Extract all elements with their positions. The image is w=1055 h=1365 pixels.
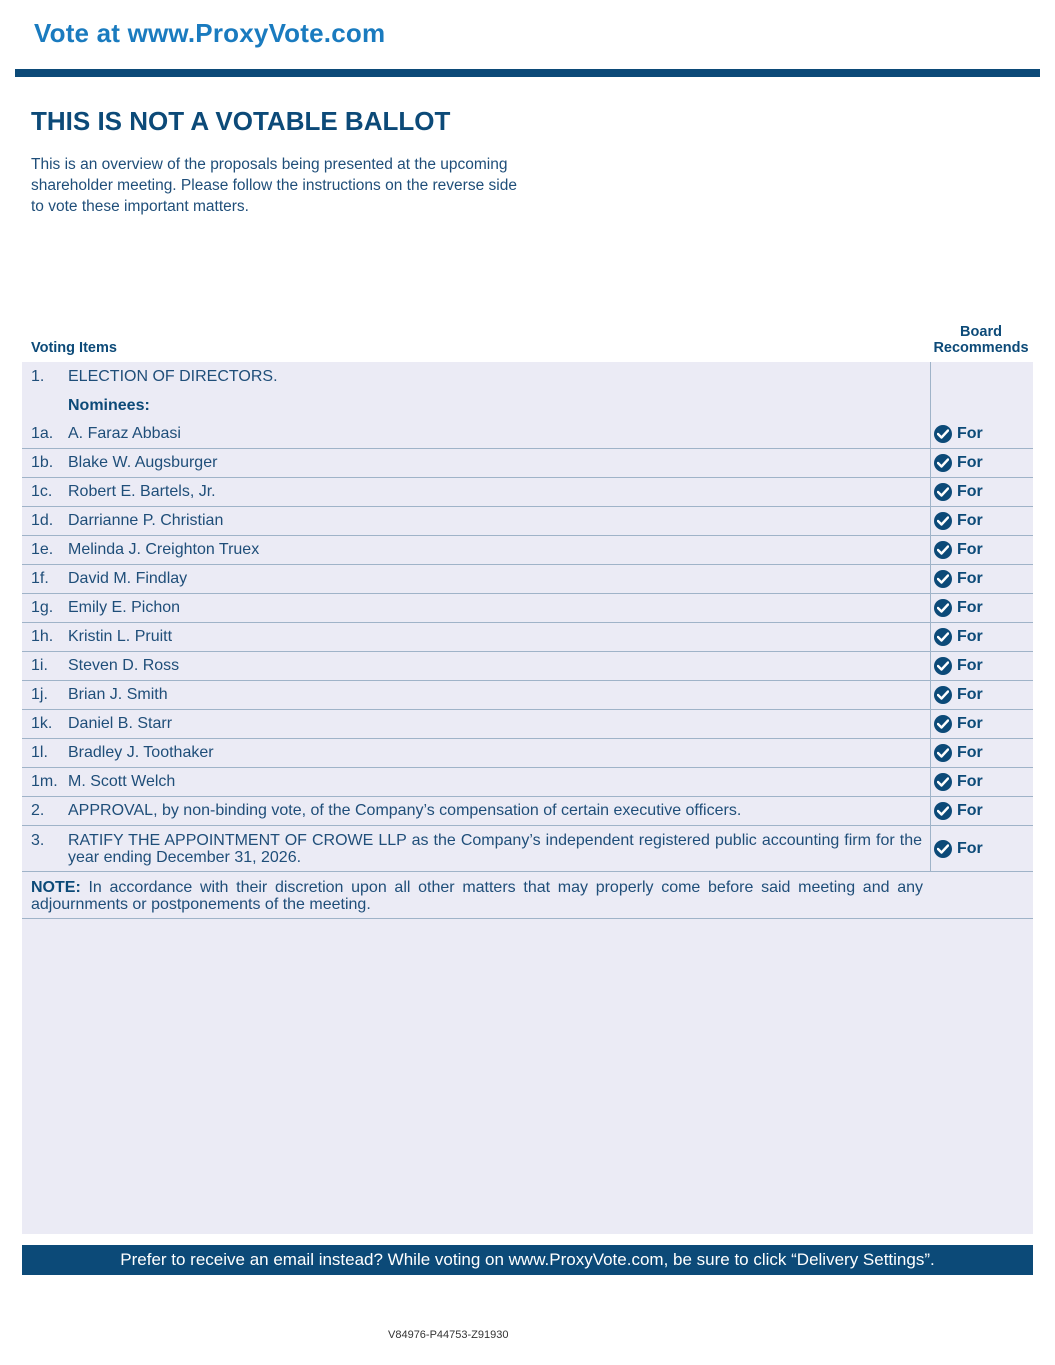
- proposal-number: 1.: [31, 367, 45, 385]
- nominee-row: [22, 565, 1033, 594]
- check-circle-icon: [934, 425, 952, 443]
- board-recommendation: [930, 773, 983, 791]
- nominee-number: 1l.: [31, 744, 48, 761]
- proposal-text: APPROVAL, by non-binding vote, of the Company’s compensation of certain executive officers.: [68, 802, 742, 819]
- nominee-row: [22, 652, 1033, 681]
- intro-text: This is an overview of the proposals being presented at the upcoming shareholder meeting. Please follow the instructions on the reverse side to vote these important matters.: [31, 156, 517, 215]
- board-recommends-header: [930, 324, 1032, 356]
- page-title: THIS IS NOT A VOTABLE BALLOT: [31, 106, 451, 136]
- check-circle-icon: [934, 541, 952, 559]
- nominees-label: Nominees:: [68, 396, 150, 414]
- voting-items-header: Voting Items: [31, 340, 117, 356]
- board-header-line1: Board: [960, 324, 1002, 340]
- check-circle-icon: [934, 802, 952, 820]
- board-recommendation: [930, 840, 983, 858]
- nominee-name: Brian J. Smith: [68, 686, 168, 703]
- nominee-number: 1d.: [31, 512, 54, 529]
- check-circle-icon: [934, 686, 952, 704]
- note-text: In accordance with their discretion upon all other matters that may properly come before said meeting and any adjournments or postponements of the meeting.: [31, 879, 923, 913]
- recommendation-label: For: [957, 773, 983, 790]
- recommendation-label: For: [957, 657, 983, 674]
- proposal-3-row: [22, 826, 1033, 872]
- nominee-name: Daniel B. Starr: [68, 715, 173, 732]
- recommendation-label: For: [957, 744, 983, 761]
- board-recommendation: [930, 570, 983, 588]
- nominee-number: 1a.: [31, 425, 54, 442]
- check-circle-icon: [934, 628, 952, 646]
- recommendation-label: For: [957, 839, 983, 857]
- nominee-row: [22, 420, 1033, 449]
- board-header-line2: Recommends: [933, 340, 1029, 356]
- nominee-name: David M. Findlay: [68, 570, 188, 587]
- proposal-1-row: [22, 362, 1033, 391]
- check-circle-icon: [934, 483, 952, 501]
- nominee-number: 1h.: [31, 628, 54, 645]
- nominee-number: 1c.: [31, 483, 53, 500]
- nominee-number: 1g.: [31, 599, 54, 616]
- board-recommendation: [930, 802, 983, 820]
- nominee-name: Darrianne P. Christian: [68, 512, 224, 529]
- board-recommendation: [930, 628, 983, 646]
- check-circle-icon: [934, 744, 952, 762]
- check-circle-icon: [934, 715, 952, 733]
- recommendation-label: For: [957, 686, 983, 703]
- board-recommendation: [930, 657, 983, 675]
- nominee-name: A. Faraz Abbasi: [68, 425, 181, 442]
- board-recommendation: [930, 454, 983, 472]
- nominee-name: Bradley J. Toothaker: [68, 744, 214, 761]
- recommendation-label: For: [957, 715, 983, 732]
- check-circle-icon: [934, 570, 952, 588]
- nominee-number: 1b.: [31, 454, 54, 471]
- nominee-row: [22, 478, 1033, 507]
- nominee-number: 1i.: [31, 657, 48, 674]
- check-circle-icon: [934, 840, 952, 858]
- nominee-name: Robert E. Bartels, Jr.: [68, 483, 216, 500]
- nominee-number: 1m.: [31, 773, 58, 790]
- nominee-row: [22, 594, 1033, 623]
- nominee-name: Steven D. Ross: [68, 657, 180, 674]
- nominee-number: 1f.: [31, 570, 49, 587]
- board-recommendation: [930, 715, 983, 733]
- recommendation-label: For: [957, 425, 983, 442]
- recommendation-label: For: [957, 541, 983, 558]
- nominee-row: [22, 681, 1033, 710]
- recommendation-label: For: [957, 628, 983, 645]
- nominee-name: Kristin L. Pruitt: [68, 628, 173, 645]
- email-delivery-banner: Prefer to receive an email instead? While voting on www.ProxyVote.com, be sure to click “Delivery Settings”.: [22, 1245, 1033, 1275]
- note-row: [22, 872, 1033, 919]
- nominee-row: [22, 739, 1033, 768]
- nominees-label-row: [22, 391, 1033, 420]
- nominee-name: Blake W. Augsburger: [68, 454, 218, 471]
- board-recommendation: [930, 744, 983, 762]
- nominee-row: [22, 507, 1033, 536]
- check-circle-icon: [934, 512, 952, 530]
- nominee-name: Melinda J. Creighton Truex: [68, 541, 260, 558]
- nominee-number: 1k.: [31, 715, 53, 732]
- proposal-text: RATIFY THE APPOINTMENT OF CROWE LLP as the Company’s independent registered public accounting firm for the year ending December 31, 2026.: [68, 831, 922, 866]
- recommendation-label: For: [957, 570, 983, 587]
- header-title: Vote at www.ProxyVote.com: [34, 18, 386, 48]
- recommendation-label: For: [957, 802, 983, 819]
- nominee-name: M. Scott Welch: [68, 773, 176, 790]
- nominee-row: [22, 768, 1033, 797]
- board-recommendation: [930, 541, 983, 559]
- nominee-row: [22, 623, 1033, 652]
- proposal-2-row: [22, 797, 1033, 826]
- document-code: V84976-P44753-Z91930: [388, 1329, 509, 1341]
- board-recommendation: [930, 686, 983, 704]
- check-circle-icon: [934, 657, 952, 675]
- board-recommendation: [930, 425, 983, 443]
- board-recommendation: [930, 512, 983, 530]
- board-recommendation: [930, 483, 983, 501]
- proposal-number: 2.: [31, 802, 45, 819]
- recommendation-label: For: [957, 512, 983, 529]
- nominee-number: 1j.: [31, 686, 48, 703]
- check-circle-icon: [934, 773, 952, 791]
- recommendation-label: For: [957, 454, 983, 471]
- header-rule: [15, 69, 1040, 77]
- nominee-row: [22, 710, 1033, 739]
- nominee-number: 1e.: [31, 541, 54, 558]
- check-circle-icon: [934, 454, 952, 472]
- note-label: NOTE:: [31, 879, 81, 896]
- proposal-text: ELECTION OF DIRECTORS.: [68, 367, 278, 385]
- recommendation-label: For: [957, 483, 983, 500]
- recommendation-label: For: [957, 599, 983, 616]
- check-circle-icon: [934, 599, 952, 617]
- voting-items-panel: [22, 362, 1033, 1234]
- proposal-number: 3.: [31, 832, 45, 849]
- nominee-row: [22, 536, 1033, 565]
- nominee-row: [22, 449, 1033, 478]
- board-recommendation: [930, 599, 983, 617]
- nominee-name: Emily E. Pichon: [68, 599, 181, 616]
